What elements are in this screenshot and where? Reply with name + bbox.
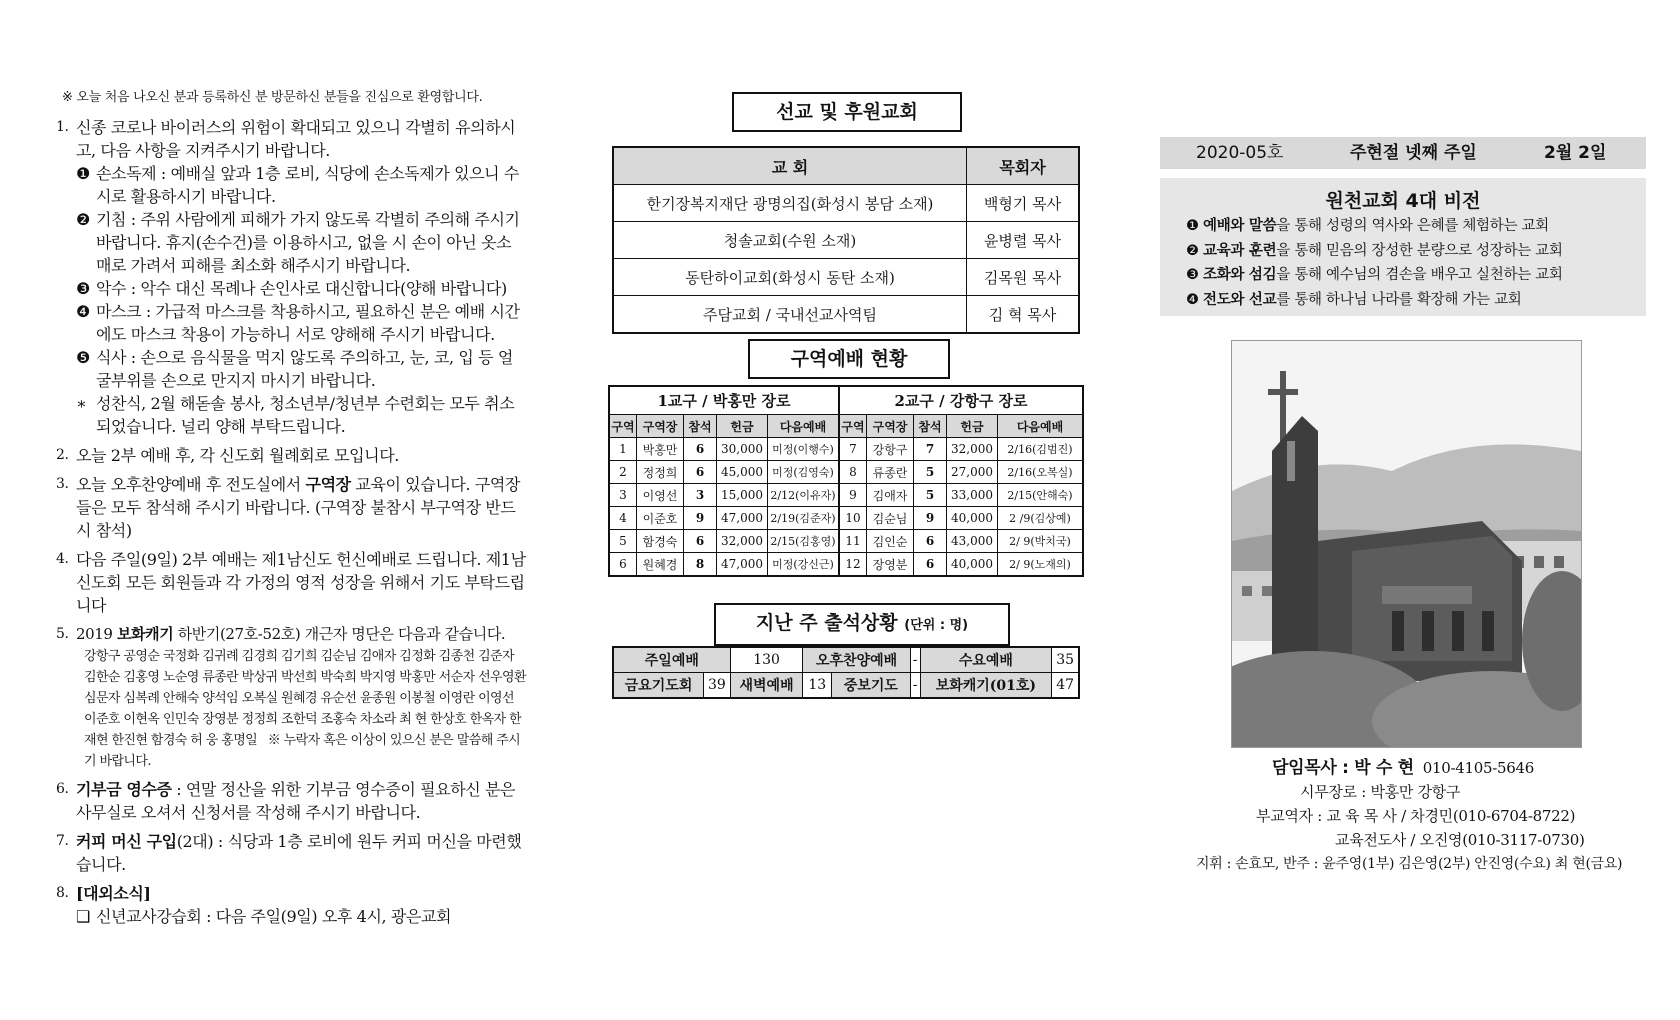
table-cell: 8 bbox=[684, 553, 717, 577]
attendance-label: 중보기도 bbox=[832, 673, 911, 699]
music-line: 지휘 : 손효모, 반주 : 윤주영(1부) 김은영(2부) 안진영(수요) 최 현(금요) bbox=[1196, 856, 1623, 872]
sub-item-text: 기침 : 주위 사람에게 피해가 가지 않도록 각별히 주의해 주시기 바랍니다. 휴지(손수건)를 이용하시고, 없을 시 손이 아닌 옷소매로 가려서 피해를 최소화 해주시기 바랍니다. bbox=[96, 210, 520, 275]
table-cell: 2/19(김준자) bbox=[768, 507, 840, 530]
table-cell: 류종란 bbox=[867, 461, 914, 484]
issue-bar bbox=[1160, 137, 1646, 169]
issue-date: 2월 2일 bbox=[1544, 143, 1607, 163]
item-number: 3. bbox=[56, 476, 69, 492]
text-part: (2대) : 식당과 1층 로비에 원두 커피 머신을 마련했습니다. bbox=[76, 832, 522, 874]
table-cell: 미정(이행수) bbox=[768, 438, 840, 461]
table-header-row bbox=[609, 415, 1083, 438]
attendance-label: 금요기도회 bbox=[613, 673, 704, 699]
column-header: 구역 bbox=[609, 415, 637, 438]
vision-item bbox=[1186, 263, 1563, 288]
table-cell: 4 bbox=[609, 507, 637, 530]
vision-list bbox=[1186, 214, 1563, 312]
announcement-7 bbox=[56, 830, 526, 876]
sub-item-text: 손소독제 : 예배실 앞과 1층 로비, 식당에 손소독제가 있으니 수시로 활용하시기 바랍니다. bbox=[96, 164, 519, 206]
table-cell: 2/15(김홍영) bbox=[768, 530, 840, 553]
sub-item bbox=[76, 208, 526, 277]
table-cell: 3 bbox=[684, 484, 717, 507]
table-cell: 47,000 bbox=[717, 507, 768, 530]
issue-week: 주현절 넷째 주일 bbox=[1350, 143, 1477, 163]
item-number: 4. bbox=[56, 551, 69, 567]
table-cell: 김 혁 목사 bbox=[967, 296, 1080, 334]
table-cell: 2/ 9(노재의) bbox=[998, 553, 1084, 577]
table-row bbox=[613, 259, 1079, 296]
table-cell: 주담교회 / 국내선교사역팀 bbox=[613, 296, 967, 334]
column-header: 헌금 bbox=[717, 415, 768, 438]
table-cell: 2 /9(김상예) bbox=[998, 507, 1084, 530]
table-cell: 8 bbox=[839, 461, 867, 484]
names-note: ※ 누락자 혹은 이상이 있으신 분은 말씀해 주시기 바랍니다. bbox=[84, 733, 521, 769]
sub-item-text: 성찬식, 2월 해돋솔 봉사, 청소년부/청년부 수련회는 모두 취소되었습니다. 널리 양해 부탁드립니다. bbox=[96, 394, 515, 436]
attendee-names bbox=[76, 646, 526, 772]
table-cell: 15,000 bbox=[717, 484, 768, 507]
column-header: 다음예배 bbox=[998, 415, 1084, 438]
table-cell: 강항구 bbox=[867, 438, 914, 461]
table-cell: 5 bbox=[914, 484, 947, 507]
vision-item bbox=[1186, 239, 1563, 264]
attendance-label: 수요예배 bbox=[920, 647, 1052, 673]
text-part: 하반기(27호-52호) 개근자 명단은 다음과 같습니다. bbox=[173, 625, 506, 643]
table-row bbox=[609, 530, 1083, 553]
bullet-icon: ❸ bbox=[1186, 267, 1199, 283]
table-cell: 33,000 bbox=[947, 484, 998, 507]
issue-number: 2020-05호 bbox=[1196, 143, 1284, 163]
church-building-image bbox=[1232, 341, 1581, 747]
table-row bbox=[613, 185, 1079, 222]
column-header: 목회자 bbox=[967, 147, 1080, 185]
vision-keyword: 교육과 훈련 bbox=[1203, 242, 1277, 259]
table-row bbox=[613, 296, 1079, 334]
vision-keyword: 예배와 말씀 bbox=[1203, 218, 1277, 234]
column-header: 헌금 bbox=[947, 415, 998, 438]
table-cell: 5 bbox=[914, 461, 947, 484]
sub-item-text: 악수 : 악수 대신 목례나 손인사로 대신합니다(양해 바랍니다) bbox=[96, 279, 507, 298]
table-cell: 9 bbox=[839, 484, 867, 507]
table-cell: 6 bbox=[684, 438, 717, 461]
announcement-5 bbox=[56, 623, 526, 772]
column-header: 참석 bbox=[684, 415, 717, 438]
attendance-value: 35 bbox=[1052, 647, 1079, 673]
sub-item-text: 마스크 : 가급적 마스크를 착용하시고, 필요하신 분은 예배 시간에도 마스크 착용이 가능하니 서로 양해해 주시기 바랍니다. bbox=[96, 302, 520, 344]
attendance-value: 13 bbox=[803, 673, 832, 699]
table-cell: 2/ 9(박치국) bbox=[998, 530, 1084, 553]
announcement-text: 오늘 2부 예배 후, 각 신도회 월례회로 모입니다. bbox=[76, 446, 399, 465]
bullet-icon: ❷ bbox=[76, 210, 90, 229]
vision-keyword: 조화와 섬김 bbox=[1203, 267, 1277, 283]
attendance-label: 보화캐기(01호) bbox=[920, 673, 1052, 699]
sub-item bbox=[76, 300, 526, 346]
district-table bbox=[608, 385, 1084, 577]
item-number: 2. bbox=[56, 447, 69, 463]
sub-item-text: 식사 : 손으로 음식물을 먹지 않도록 주의하고, 눈, 코, 입 등 얼굴부위를 손으로 만지지 마시기 바랍니다. bbox=[96, 348, 513, 390]
vision-text: 을 통해 예수님의 겸손을 배우고 실천하는 교회 bbox=[1276, 267, 1563, 283]
sub-item-text: 신년교사강습회 : 다음 주일(9일) 오후 4시, 광은교회 bbox=[96, 907, 452, 926]
table-cell: 청솔교회(수원 소재) bbox=[613, 222, 967, 259]
table-cell: 3 bbox=[609, 484, 637, 507]
pastor-phone: 010-4105-5646 bbox=[1422, 759, 1534, 777]
table-cell: 이영선 bbox=[637, 484, 684, 507]
attendance-table bbox=[612, 646, 1080, 699]
table-cell: 김목원 목사 bbox=[967, 259, 1080, 296]
bullet-icon: ❹ bbox=[1186, 291, 1199, 308]
attendance-value: - bbox=[910, 673, 920, 699]
table-cell: 6 bbox=[914, 530, 947, 553]
table-cell: 6 bbox=[684, 461, 717, 484]
vision-keyword: 전도와 선교 bbox=[1203, 291, 1277, 308]
table-cell: 박홍만 bbox=[637, 438, 684, 461]
table-cell: 30,000 bbox=[717, 438, 768, 461]
table-cell: 원혜경 bbox=[637, 553, 684, 577]
staff-info bbox=[1160, 756, 1646, 876]
pastor-line bbox=[1160, 756, 1646, 780]
bullet-icon: ❶ bbox=[76, 164, 90, 183]
attendance-title-text: 지난 주 출석상황 bbox=[755, 612, 898, 634]
table-cell: 5 bbox=[609, 530, 637, 553]
table-cell: 김애자 bbox=[867, 484, 914, 507]
table-cell: 미정(김영숙) bbox=[768, 461, 840, 484]
item-number: 6. bbox=[56, 781, 69, 797]
table-cell: 백형기 목사 bbox=[967, 185, 1080, 222]
table-cell: 32,000 bbox=[717, 530, 768, 553]
attendance-title bbox=[714, 603, 1010, 646]
column-header: 구역장 bbox=[637, 415, 684, 438]
announcement-text bbox=[76, 778, 526, 824]
text-part: 교육이 있습니다. 구역장들은 모두 참석해 주시기 바랍니다. (구역장 불참시 부구역장 반드시 참석) bbox=[76, 475, 521, 540]
announcement-4 bbox=[56, 548, 526, 617]
mission-title: 선교 및 후원교회 bbox=[732, 92, 962, 132]
table-row bbox=[609, 553, 1083, 577]
announcement-text: 신종 코로나 바이러스의 위험이 확대되고 있으니 각별히 유의하시고, 다음 사항을 지켜주시기 바랍니다. bbox=[76, 118, 516, 160]
table-cell: 미정(강신근) bbox=[768, 553, 840, 577]
table-cell: 9 bbox=[684, 507, 717, 530]
table-cell: 정정희 bbox=[637, 461, 684, 484]
bullet-icon: ❶ bbox=[1186, 218, 1199, 234]
announcement-1 bbox=[56, 116, 526, 438]
text-bold: 기부금 영수증 bbox=[76, 780, 172, 799]
table-cell: 윤병렬 목사 bbox=[967, 222, 1080, 259]
announcement-2 bbox=[56, 444, 526, 467]
table-cell: 1 bbox=[609, 438, 637, 461]
attendance-label: 새벽예배 bbox=[730, 673, 803, 699]
bullet-icon: ❹ bbox=[76, 302, 90, 321]
mission-table bbox=[612, 146, 1080, 334]
vision-text: 을 통해 성령의 역사와 은혜를 체험하는 교회 bbox=[1276, 218, 1549, 234]
table-cell: 6 bbox=[684, 530, 717, 553]
table-row bbox=[609, 438, 1083, 461]
group-header: 2교구 / 강항구 장로 bbox=[839, 386, 1083, 415]
checkbox-icon: ❑ bbox=[76, 907, 90, 926]
table-row bbox=[609, 461, 1083, 484]
attendance-value: - bbox=[910, 647, 920, 673]
item-number: 7. bbox=[56, 833, 69, 849]
text-part: : 연말 정산을 위한 기부금 영수증이 필요하신 분은 사무실로 오셔서 신청서를 작성해 주시기 바랍니다. bbox=[76, 780, 516, 822]
table-cell: 6 bbox=[609, 553, 637, 577]
announcement-list bbox=[56, 116, 526, 934]
attendance-label: 오후찬양예배 bbox=[803, 647, 910, 673]
table-cell: 2/12(이유자) bbox=[768, 484, 840, 507]
column-header: 구역 bbox=[839, 415, 867, 438]
announcement-text bbox=[76, 830, 526, 876]
table-cell: 11 bbox=[839, 530, 867, 553]
sub-item bbox=[76, 346, 526, 392]
sub-item bbox=[76, 162, 526, 208]
table-row bbox=[613, 222, 1079, 259]
table-cell: 한기장복지재단 광명의집(화성시 봉담 소재) bbox=[613, 185, 967, 222]
sub-item bbox=[76, 905, 526, 928]
group-header: 1교구 / 박홍만 장로 bbox=[609, 386, 839, 415]
vision-title: 원천교회 4대 비전 bbox=[1325, 190, 1481, 212]
vision-item bbox=[1186, 214, 1563, 239]
text-bold: 구역장 bbox=[305, 475, 351, 494]
table-cell: 40,000 bbox=[947, 507, 998, 530]
table-cell: 47,000 bbox=[717, 553, 768, 577]
table-cell: 9 bbox=[914, 507, 947, 530]
table-cell: 6 bbox=[914, 553, 947, 577]
column-header: 참석 bbox=[914, 415, 947, 438]
item-number: 1. bbox=[56, 119, 69, 135]
attendance-unit: (단위 : 명) bbox=[904, 618, 969, 633]
table-cell: 10 bbox=[839, 507, 867, 530]
table-header-row bbox=[613, 147, 1079, 185]
announcement-8 bbox=[56, 882, 526, 928]
bullet-icon: ❺ bbox=[76, 348, 90, 367]
table-cell: 2/16(김범진) bbox=[998, 438, 1084, 461]
district-body bbox=[609, 438, 1083, 577]
table-cell: 27,000 bbox=[947, 461, 998, 484]
names-text: 강항구 공영순 국정화 김귀례 김경희 김기희 김순님 김애자 김정화 김종천 김준자 김한순 김홍영 노순영 류종란 박상귀 박선희 박숙희 박지영 박홍만 서순자 선우영환 심문자 심복례 안해숙 양석임 오복실 원혜경 유순선 윤종원 이봉철 이영란 이영선 이준호 이현옥 인민숙 장영분 정정희 조한덕 조홍숙 차소라 최 현 한상호 한옥자 한재현 한진현 함경숙 허 웅 홍명일 bbox=[84, 649, 526, 748]
attendance-value: 47 bbox=[1052, 673, 1079, 699]
text-bold: 커피 머신 구입 bbox=[76, 832, 177, 851]
sub-item bbox=[76, 392, 526, 438]
vision-box bbox=[1160, 178, 1646, 316]
table-row bbox=[609, 484, 1083, 507]
table-cell: 7 bbox=[839, 438, 867, 461]
table-cell: 김순님 bbox=[867, 507, 914, 530]
announcement-text: 다음 주일(9일) 2부 예배는 제1남신도 헌신예배로 드립니다. 제1남신도회 모든 회원들과 각 가정의 영적 성장을 위해서 기도 부탁드립니다 bbox=[76, 550, 526, 615]
table-group-row bbox=[609, 386, 1083, 415]
associate-line-2: 교육전도사 / 오진영(010-3117-0730) bbox=[1335, 831, 1585, 849]
table-cell: 40,000 bbox=[947, 553, 998, 577]
table-cell: 12 bbox=[839, 553, 867, 577]
table-cell: 45,000 bbox=[717, 461, 768, 484]
table-row bbox=[613, 673, 1079, 699]
table-cell: 7 bbox=[914, 438, 947, 461]
announcement-3 bbox=[56, 473, 526, 542]
vision-text: 을 통해 믿음의 장성한 분량으로 성장하는 교회 bbox=[1276, 242, 1563, 259]
attendance-value: 39 bbox=[704, 673, 731, 699]
vision-item bbox=[1186, 288, 1563, 313]
table-cell: 32,000 bbox=[947, 438, 998, 461]
text-part: 2019 bbox=[76, 625, 117, 643]
table-cell: 이준호 bbox=[637, 507, 684, 530]
item-number: 5. bbox=[56, 626, 69, 642]
column-header: 다음예배 bbox=[768, 415, 840, 438]
table-row bbox=[613, 647, 1079, 673]
pastor-name: 담임목사 : 박 수 현 bbox=[1272, 758, 1414, 778]
attendance-value: 130 bbox=[730, 647, 803, 673]
bullet-icon: ❷ bbox=[1186, 242, 1199, 259]
column-header: 구역장 bbox=[867, 415, 914, 438]
table-cell: 김인순 bbox=[867, 530, 914, 553]
announcement-text bbox=[76, 623, 526, 646]
announcement-heading: [대외소식] bbox=[76, 884, 151, 903]
church-photo bbox=[1231, 340, 1582, 748]
asterisk-icon: ∗ bbox=[76, 394, 87, 413]
district-title: 구역예배 현황 bbox=[748, 339, 950, 379]
sub-item bbox=[76, 277, 526, 300]
item-number: 8. bbox=[56, 885, 69, 901]
column-header: 교 회 bbox=[613, 147, 967, 185]
associate-line-1: 부교역자 : 교 육 목 사 / 차경민(010-6704-8722) bbox=[1256, 807, 1576, 825]
welcome-note: ※ 오늘 처음 나오신 분과 등록하신 분 방문하신 분들을 진심으로 환영합니다. bbox=[62, 90, 483, 105]
announcement-6 bbox=[56, 778, 526, 824]
table-cell: 함경숙 bbox=[637, 530, 684, 553]
text-part: 오늘 오후찬양예배 후 전도실에서 bbox=[76, 475, 306, 494]
announcement-text bbox=[76, 473, 526, 542]
table-cell: 2/16(오복실) bbox=[998, 461, 1084, 484]
vision-text: 를 통해 하나님 나라를 확장해 가는 교회 bbox=[1276, 291, 1522, 308]
table-cell: 43,000 bbox=[947, 530, 998, 553]
bullet-icon: ❸ bbox=[76, 279, 90, 298]
table-cell: 동탄하이교회(화성시 동탄 소재) bbox=[613, 259, 967, 296]
table-row bbox=[609, 507, 1083, 530]
elders-line: 시무장로 : 박홍만 강항구 bbox=[1300, 783, 1461, 801]
table-cell: 장영분 bbox=[867, 553, 914, 577]
text-bold: 보화캐기 bbox=[116, 625, 174, 643]
table-cell: 2/15(안해숙) bbox=[998, 484, 1084, 507]
table-cell: 2 bbox=[609, 461, 637, 484]
attendance-label: 주일예배 bbox=[613, 647, 730, 673]
